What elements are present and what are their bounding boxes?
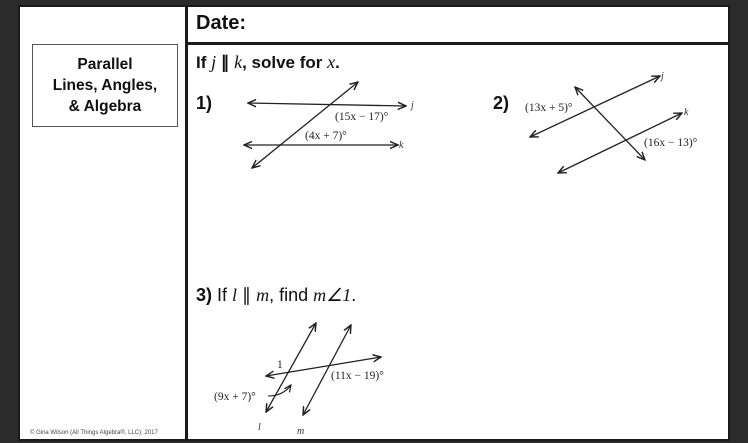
date-row <box>188 7 730 45</box>
p2-label-j: j <box>661 71 664 82</box>
p3-angle-1-label: 1 <box>277 359 283 371</box>
p2-label-k: k <box>684 107 689 118</box>
p3-line-l <box>266 323 316 412</box>
p2-angle-right: (16x − 13)° <box>644 137 698 149</box>
instruction-end: . <box>335 53 340 72</box>
problem-2-number: 2) <box>493 93 510 113</box>
problems-area <box>188 45 730 441</box>
p3-label-l: l <box>258 422 261 433</box>
p3-var-l: l <box>232 285 238 305</box>
date-label: Date: <box>196 12 247 34</box>
instruction-var-j: j <box>211 52 217 72</box>
p3-text-if: If <box>212 285 233 305</box>
p3-parallel-symbol: ∥ <box>237 285 257 305</box>
p3-text-find: , find <box>269 285 314 305</box>
p3-angle-left: (9x + 7)° <box>214 391 256 403</box>
instruction-var-x: x <box>327 52 336 72</box>
p3-var-m: m <box>256 285 270 305</box>
p1-transversal <box>252 82 358 168</box>
worksheet <box>18 5 730 441</box>
copyright-notice: © Gina Wilson (All Things Algebra®, LLC), 2017 <box>30 430 158 436</box>
p1-angle-top: (15x − 17)° <box>335 111 389 123</box>
instruction-var-k: k <box>234 52 243 72</box>
p2-transversal <box>575 87 645 160</box>
problem-3-heading <box>196 285 356 306</box>
problem-3-number: 3) <box>196 285 213 305</box>
p3-measure: m∠1 <box>313 285 352 305</box>
parallel-symbol: ∥ <box>216 53 235 72</box>
problem-1-number: 1) <box>196 93 213 113</box>
p1-label-k: k <box>399 140 404 151</box>
instruction-mid: , solve for <box>242 53 328 72</box>
p2-angle-left: (13x + 5)° <box>525 102 573 114</box>
p3-end: . <box>351 285 357 305</box>
p3-label-m: m <box>297 426 305 437</box>
instruction-prefix: If <box>196 53 212 72</box>
p3-angle-right: (11x − 19)° <box>331 370 384 382</box>
left-column <box>20 7 188 439</box>
p1-line-j <box>248 103 406 106</box>
problem-1-figure <box>188 45 730 441</box>
title-box <box>32 44 178 127</box>
p1-label-j: j <box>411 100 414 111</box>
p1-angle-bottom: (4x + 7)° <box>305 130 347 142</box>
worksheet-title: Parallel Lines, Angles, & Algebra <box>52 56 158 115</box>
